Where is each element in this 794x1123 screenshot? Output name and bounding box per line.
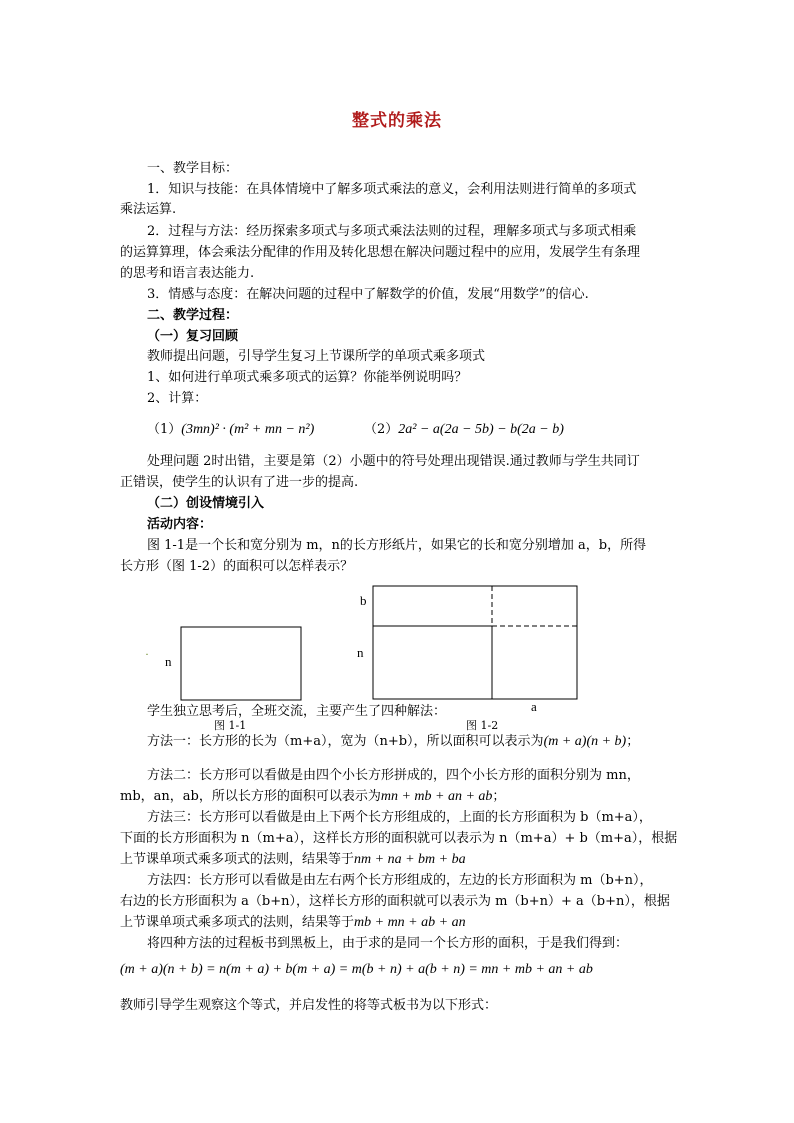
goal-3-line: 3．情感与态度：在解决问题的过程中了解数学的价值，发展“用数学”的信心. <box>147 287 589 302</box>
equation: (m + a)(n + b) = n(m + a) + b(m + a) = m(b + n) + a(b + n) = mn + mb + an + ab <box>120 962 593 977</box>
subsection-1-heading: （一）复习回顾 <box>147 329 239 344</box>
process-line-2: 正错误，使学生的认识有了进一步的提高. <box>120 475 359 490</box>
review-question-2: 2、计算： <box>147 391 208 406</box>
calc-2-label: （2） <box>364 422 399 437</box>
method-3-text: 上节课单项式乘多项式的法则，结果等于 <box>120 852 355 867</box>
method-2-expression: mn + mb + an + ab <box>380 789 493 804</box>
process-line-1: 处理问题 2时出错，主要是第（2）小题中的符号处理出现错误.通过教师与学生共同订 <box>147 454 640 469</box>
review-intro: 教师提出问题，引导学生复习上节课所学的单项式乘多项式 <box>147 349 486 364</box>
method-4-expression: mb + mn + ab + an <box>354 915 466 930</box>
figure-1-2-caption: 图 1-2 <box>466 719 499 732</box>
goal-2-line-1: 2．过程与方法：经历探索多项式与多项式乘法法则的过程，理解多项式与多项式相乘 <box>147 224 637 239</box>
method-3-expression: nm + na + bm + ba <box>354 852 466 867</box>
calc-1-label: （1） <box>147 422 182 437</box>
students-line: 学生独立思考后，全班交流，主要产生了四种解法： <box>147 704 447 719</box>
method-2-line-1: 方法二：长方形可以看做是由四个小长方形拼成的，四个小长方形的面积分别为 mn， <box>147 768 640 783</box>
activity-heading: 活动内容： <box>147 517 213 532</box>
goal-2-line-3: 的思考和语言表达能力. <box>120 266 255 281</box>
method-1 <box>147 733 639 751</box>
method-4-line-2: 右边的长方形面积为 a（b+n），这样长方形的面积就可以表示为 m（b+n）+ a（b+n），根据 <box>120 894 670 909</box>
method-4-line-1: 方法四：长方形可以看做是由左右两个长方形组成的，左边的长方形面积为 m（b+n）， <box>147 873 653 888</box>
method-3-line-3 <box>120 851 466 869</box>
method-2-text: mb，an，ab，所以长方形的面积可以表示为 <box>120 789 381 804</box>
goal-2-line-2: 的运算算理，体会乘法分配律的作用及转化思想在解决问题过程中的应用，发展学生有条理 <box>120 245 641 260</box>
method-1-end: ； <box>626 734 640 749</box>
figure-question-line-1: 图 1-1是一个长和宽分别为 m，n的长方形纸片，如果它的长和宽分别增加 a，b，所得 <box>147 538 647 553</box>
subsection-2-heading: （二）创设情境引入 <box>147 496 265 511</box>
figure-1-2-a-label: a <box>531 699 537 714</box>
method-1-expression: (m + a)(n + b) <box>543 734 627 749</box>
calc-2-expression: 2a² − a(2a − 5b) − b(2a − b) <box>398 422 564 437</box>
section-1-heading: 一、教学目标： <box>147 161 239 176</box>
method-4-line-3 <box>120 914 466 932</box>
figure-dot: · <box>145 647 149 661</box>
figure-1-2-rectangle <box>373 586 577 699</box>
method-4-text: 上节课单项式乘多项式的法则，结果等于 <box>120 915 355 930</box>
page-title: 整式的乘法 <box>352 111 442 131</box>
method-3-line-2: 下面的长方形面积为 n（m+a），这样长方形的面积就可以表示为 n（m+a）+ b（m+a），根据 <box>120 831 678 846</box>
goal-1-line-1: 1．知识与技能：在具体情境中了解多项式乘法的意义，会利用法则进行简单的多项式 <box>147 182 637 197</box>
review-question-1: 1、如何进行单项式乘多项式的运算？你能举例说明吗？ <box>147 370 468 385</box>
blackboard-line: 将四种方法的过程板书到黑板上，由于求的是同一个长方形的面积，于是我们得到： <box>147 936 629 951</box>
figure-1-1-caption: 图 1-1 <box>214 719 247 732</box>
final-line: 教师引导学生观察这个等式，并启发性的将等式板书为以下形式： <box>120 998 498 1013</box>
figure-1-1-n-label: n <box>165 654 172 669</box>
figure-question-line-2: 长方形（图 1-2）的面积可以怎样表示？ <box>120 559 354 574</box>
section-2-heading: 二、教学过程： <box>147 308 239 323</box>
goal-1-line-2: 乘法运算. <box>120 202 177 217</box>
method-2-line-2 <box>120 788 505 806</box>
method-3-line-1: 方法三：长方形可以看做是由上下两个长方形组成的，上面的长方形面积为 b（m+a）， <box>147 810 652 825</box>
figure-1-2-n-label: n <box>357 645 364 660</box>
method-2-end: ； <box>492 789 506 804</box>
calc-1-expression: (3mn)² · (m² + mn − n²) <box>181 422 315 437</box>
figure-1-1-rectangle <box>181 627 301 700</box>
figure-1-2-b-label: b <box>360 593 367 608</box>
method-1-text: 方法一：长方形的长为（m+a），宽为（n+b），所以面积可以表示为 <box>147 734 544 749</box>
